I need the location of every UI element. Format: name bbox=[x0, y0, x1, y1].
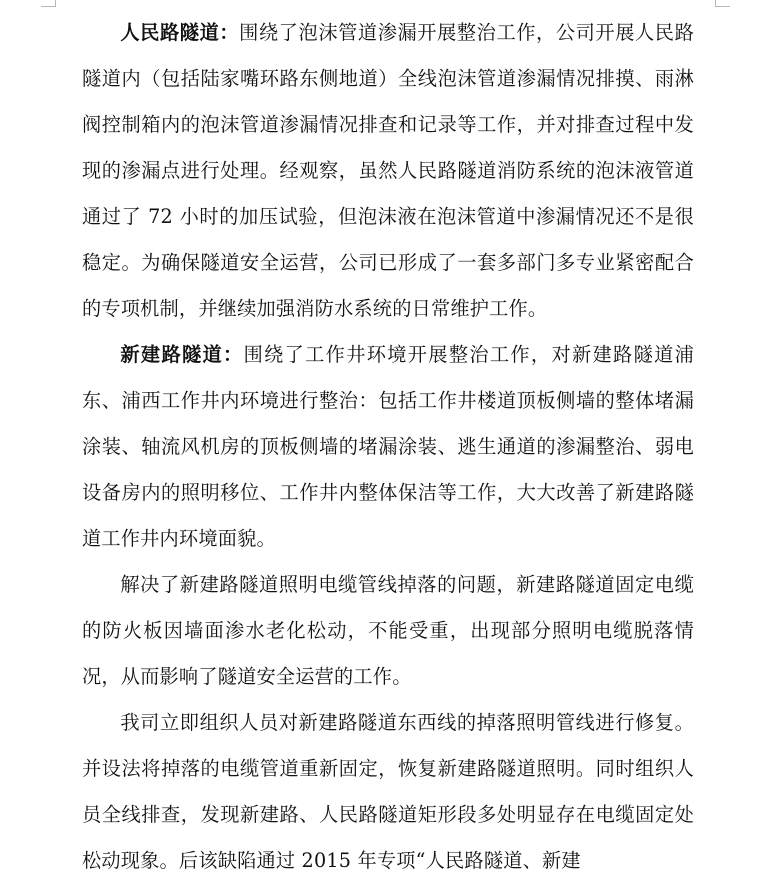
paragraph-renmin-road-tunnel[interactable] bbox=[82, 10, 694, 332]
document-body[interactable] bbox=[82, 10, 694, 884]
paragraph-lead-heading: 新建路隧道： bbox=[120, 343, 244, 366]
paragraph-xinjian-road-tunnel[interactable] bbox=[82, 332, 694, 562]
paragraph-text: 我司立即组织人员对新建路隧道东西线的掉落照明管线进行修复。并设法将掉落的电缆管道重新固定，恢复新建路隧道照明。同时组织人员全线排查，发现新建路、人民路隧道矩形段多处明显存在电缆固定处松动现象。后该缺陷通过 2015 年专项“人民路隧道、新建 bbox=[82, 711, 694, 872]
crop-mark-left bbox=[55, 0, 56, 7]
paragraph-lead-heading: 人民路隧道： bbox=[120, 21, 240, 44]
paragraph-text: 围绕了工作井环境开展整治工作，对新建路隧道浦东、浦西工作井内环境进行整治：包括工作井楼道顶板侧墙的整体堵漏涂装、轴流风机房的顶板侧墙的堵漏涂装、逃生通道的渗漏整治、弱电设备房内的照明移位、工作井内整体保洁等工作，大大改善了新建路隧道工作井内环境面貌。 bbox=[82, 343, 695, 550]
paragraph-repair-work[interactable] bbox=[82, 700, 694, 884]
crop-mark-right-horizontal bbox=[716, 6, 730, 7]
crop-mark-left-horizontal bbox=[41, 6, 55, 7]
paragraph-text: 围绕了泡沫管道渗漏开展整治工作，公司开展人民路隧道内（包括陆家嘴环路东侧地道）全线泡沫管道渗漏情况排摸、雨淋阀控制箱内的泡沫管道渗漏情况排查和记录等工作，并对排查过程中发现的渗漏点进行处理。经观察，虽然人民路隧道消防系统的泡沫液管道通过了 72 小时的加压试验，但泡沫液在泡沫管道中渗漏情况还不是很稳定。为确保隧道安全运营，公司已形成了一套多部门多专业紧密配合的专项机制，并继续加强消防水系统的日常维护工作。 bbox=[82, 21, 694, 320]
paragraph-cable-problem[interactable] bbox=[82, 562, 694, 700]
paragraph-text: 解决了新建路隧道照明电缆管线掉落的问题，新建路隧道固定电缆的防火板因墙面渗水老化松动，不能受重，出现部分照明电缆脱落情况，从而影响了隧道安全运营的工作。 bbox=[82, 573, 694, 688]
